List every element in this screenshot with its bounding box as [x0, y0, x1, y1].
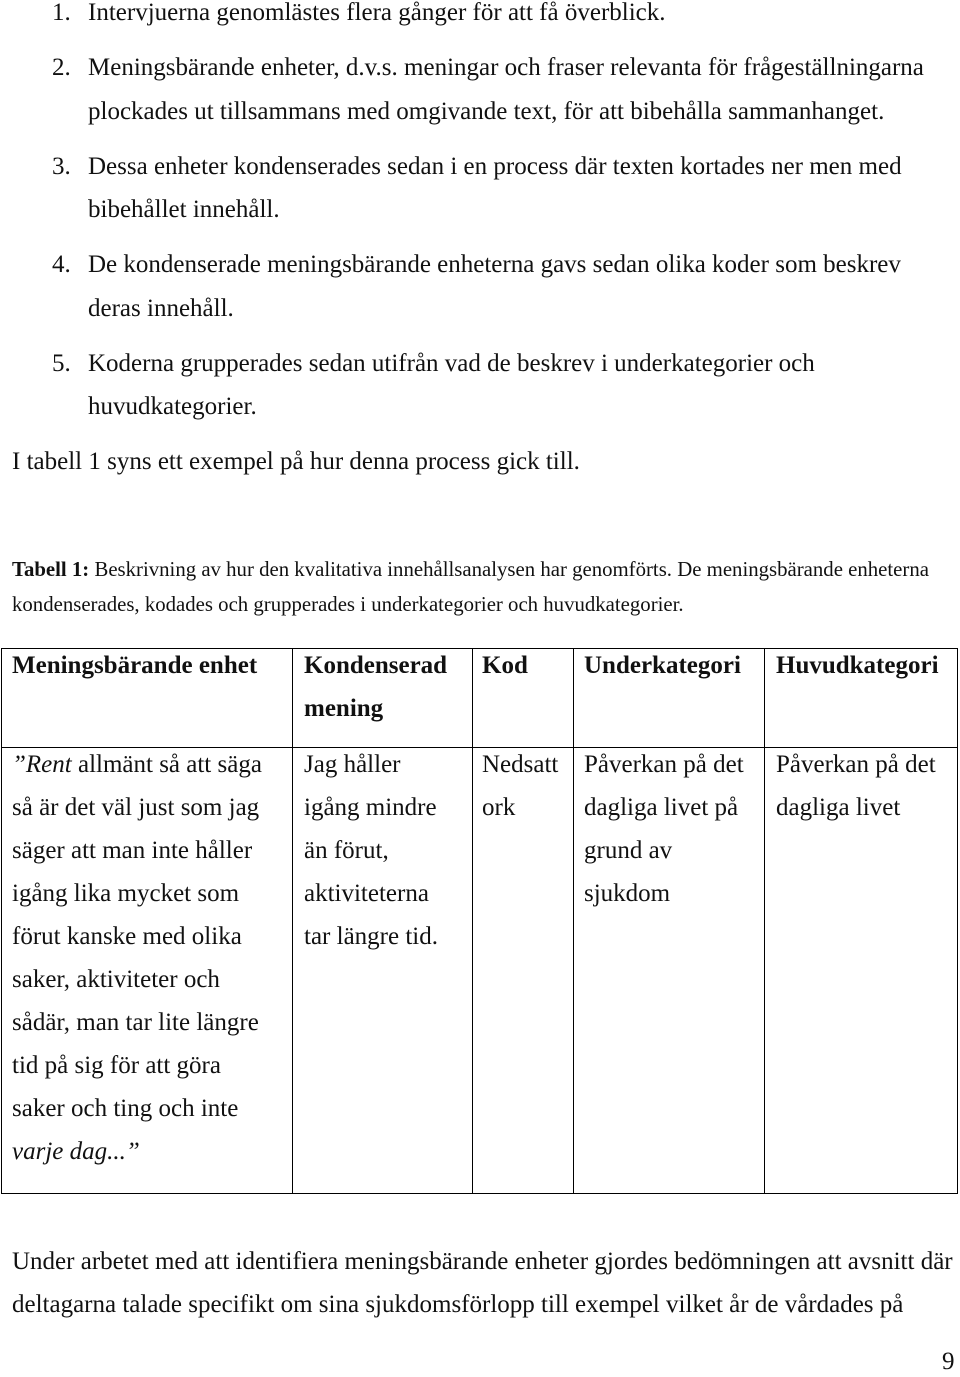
cell-kondenserad-mening: [293, 748, 473, 1194]
cell-kod: [473, 748, 574, 1194]
header-kod: [473, 649, 574, 748]
quote-body: allmänt så att säga så är det väl just som jag säger att man inte håller igång lika mycket som förut kanske med olika saker, aktiviteter och sådär, man tar lite längre tid på sig för att göra saker och ting och inte: [12, 751, 262, 1122]
header-label: Meningsbärande enhet: [12, 652, 258, 679]
cell-text: Jag håller igång mindre än förut, aktiviteterna tar längre tid.: [304, 751, 438, 950]
list-item-number: 1.: [52, 0, 71, 26]
header-underkategori: [574, 649, 765, 748]
page-number: 9: [942, 1348, 955, 1375]
list-item: [0, 145, 960, 232]
list-item: [0, 243, 960, 330]
list-item-text: Dessa enheter kondenserades sedan i en process där texten kortades ner men med bibehållet innehåll.: [88, 152, 902, 223]
list-item-text: Meningsbärande enheter, d.v.s. meningar och fraser relevanta för frågeställningarna plockades ut tillsammans med omgivande text, för att bibehålla sammanhanget.: [88, 54, 924, 125]
header-label: Huvudkategori: [776, 652, 939, 679]
header-label: Kod: [482, 652, 528, 679]
body-paragraph: Under arbetet med att identifiera meningsbärande enheter gjordes bedömningen att avsnitt där deltagarna talade specifikt om sina sjukdomsförlopp till exempel vilket år de vårdades på: [12, 1248, 953, 1318]
table-header-row: [2, 649, 958, 748]
list-item-text: Koderna grupperades sedan utifrån vad de beskrev i underkategorier och huvudkategorier.: [88, 349, 815, 420]
list-item-text: Intervjuerna genomlästes flera gånger för att få överblick.: [88, 0, 666, 26]
header-huvudkategori: [765, 649, 958, 748]
header-label: Underkategori: [584, 652, 741, 679]
cell-meningsbarande-enhet: [2, 748, 293, 1194]
table-caption: [12, 552, 958, 622]
quote-end-italic: varje dag...”: [12, 1138, 140, 1165]
list-item-number: 2.: [52, 54, 71, 81]
list-item-number: 3.: [52, 152, 71, 180]
cell-text: Nedsatt ork: [482, 751, 559, 821]
list-item: [0, 0, 960, 35]
header-meningsbarande-enhet: [2, 649, 293, 748]
list-item: [0, 342, 960, 429]
intro-sentence: I tabell 1 syns ett exempel på hur denna process gick till.: [12, 448, 580, 475]
table-caption-label: Tabell 1:: [12, 558, 90, 581]
header-kondenserad-mening: [293, 649, 473, 748]
table-row: [2, 748, 958, 1194]
cell-huvudkategori: [765, 748, 958, 1194]
quote-text: [2, 743, 292, 1173]
cell-underkategori: [574, 748, 765, 1194]
header-label: Kondenserad mening: [304, 652, 448, 722]
content-analysis-table: [1, 648, 958, 1194]
table-caption-text: Beskrivning av hur den kvalitativa innehållsanalysen har genomförts. De meningsbärande enheterna kondenserades, kodades och grupperades i underkategorier och huvudkategorier.: [12, 558, 929, 616]
list-item: [0, 46, 960, 133]
list-item-number: 5.: [52, 349, 71, 377]
list-item-text: De kondenserade meningsbärande enheterna gavs sedan olika koder som beskrev deras innehåll.: [88, 251, 901, 322]
cell-text: Påverkan på det dagliga livet på grund av sjukdom: [584, 751, 744, 907]
cell-text: Påverkan på det dagliga livet: [776, 751, 936, 821]
quote-start-italic: ”Rent: [12, 751, 72, 778]
list-item-number: 4.: [52, 251, 71, 278]
text-flow: [0, 0, 960, 484]
